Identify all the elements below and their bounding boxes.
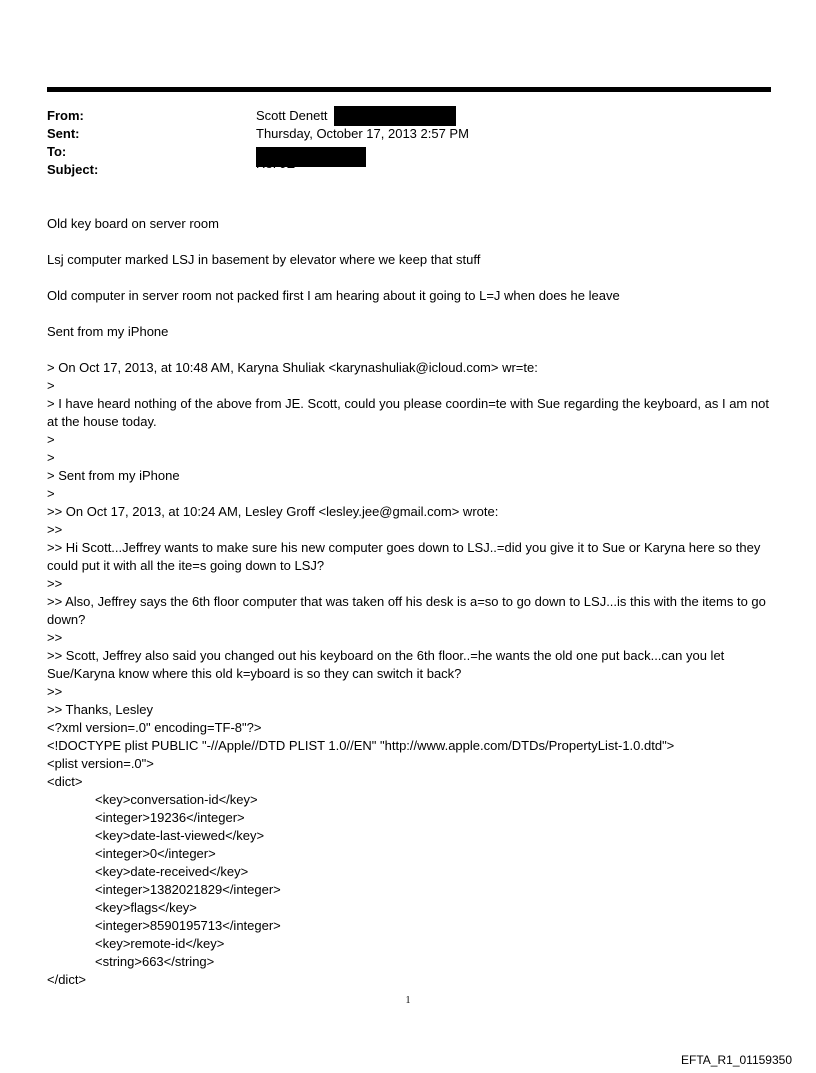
xml-line: <integer>1382021829</integer> (95, 882, 281, 897)
xml-line: <key>date-received</key> (95, 864, 249, 879)
header-rule (47, 87, 771, 92)
quoted-line: > (47, 450, 55, 465)
sent-label: Sent: (47, 126, 80, 141)
quoted-line: >> (47, 684, 63, 699)
email-header (47, 107, 771, 179)
xml-line: <dict> (47, 774, 83, 789)
xml-line: <integer>19236</integer> (95, 810, 245, 825)
quoted-line: >> (47, 522, 63, 537)
quoted-line: >> Also, Jeffrey says the 6th floor computer that was taken off his desk is a=so to go down to LSJ...is this with the items to go down? (47, 594, 766, 627)
from-value: Scott Denett (256, 108, 328, 123)
sent-value: Thursday, October 17, 2013 2:57 PM (256, 126, 469, 141)
quoted-line: > On Oct 17, 2013, at 10:48 AM, Karyna Shuliak <karynashuliak@icloud.com> wr=te: (47, 360, 538, 375)
body-line: Sent from my iPhone (47, 324, 169, 339)
to-label: To: (47, 144, 67, 159)
quoted-line: > (47, 486, 55, 501)
subject-label: Subject: (47, 162, 99, 177)
xml-line: <key>conversation-id</key> (95, 792, 258, 807)
xml-line: <string>663</string> (95, 954, 215, 969)
page-number: 1 (405, 995, 411, 1006)
body-line: Lsj computer marked LSJ in basement by elevator where we keep that stuff (47, 252, 481, 267)
xml-line: <?xml version=.0" encoding=TF-8"?> (47, 720, 262, 735)
xml-line: <plist version=.0"> (47, 756, 154, 771)
document-id: EFTA_R1_01159350 (681, 1053, 792, 1067)
quoted-line: > (47, 378, 55, 393)
quoted-line: > (47, 432, 55, 447)
quoted-line: >> On Oct 17, 2013, at 10:24 AM, Lesley Groff <lesley.jee@gmail.com> wrote: (47, 504, 499, 519)
subject-value: Re: JE (256, 157, 296, 171)
email-body (47, 215, 773, 989)
from-row (47, 107, 771, 125)
xml-line: <integer>8590195713</integer> (95, 918, 281, 933)
quoted-line: > Sent from my iPhone (47, 468, 180, 483)
to-row (47, 143, 771, 161)
body-line: Old key board on server room (47, 216, 219, 231)
from-label: From: (47, 108, 84, 123)
quoted-line: >> (47, 576, 63, 591)
body-line: Old computer in server room not packed first I am hearing about it going to L=J when does he leave (47, 288, 620, 303)
xml-line: <key>flags</key> (95, 900, 197, 915)
redaction-block (334, 106, 456, 126)
quoted-line: >> (47, 630, 63, 645)
xml-line: <integer>0</integer> (95, 846, 216, 861)
xml-line: </dict> (47, 972, 87, 987)
quoted-line: >> Scott, Jeffrey also said you changed out his keyboard on the 6th floor..=he wants the old one put back...can you let Sue/Karyna know where this old k=yboard is so they can switch it back? (47, 648, 725, 681)
subject-row (47, 157, 771, 179)
sent-row (47, 125, 771, 143)
xml-line: <!DOCTYPE plist PUBLIC "-//Apple//DTD PLIST 1.0//EN" "http://www.apple.com/DTDs/PropertyList-1.0.dtd"> (47, 738, 675, 753)
quoted-line: > I have heard nothing of the above from JE. Scott, could you please coordin=te with Sue regarding the keyboard, as I am not at the house today. (47, 396, 769, 429)
quoted-line: >> Hi Scott...Jeffrey wants to make sure his new computer goes down to LSJ..=did you give it to Sue or Karyna here so they could put it with all the ite=s going down to LSJ? (47, 540, 761, 573)
xml-line: <key>remote-id</key> (95, 936, 225, 951)
quoted-line: >> Thanks, Lesley (47, 702, 153, 717)
xml-line: <key>date-last-viewed</key> (95, 828, 265, 843)
